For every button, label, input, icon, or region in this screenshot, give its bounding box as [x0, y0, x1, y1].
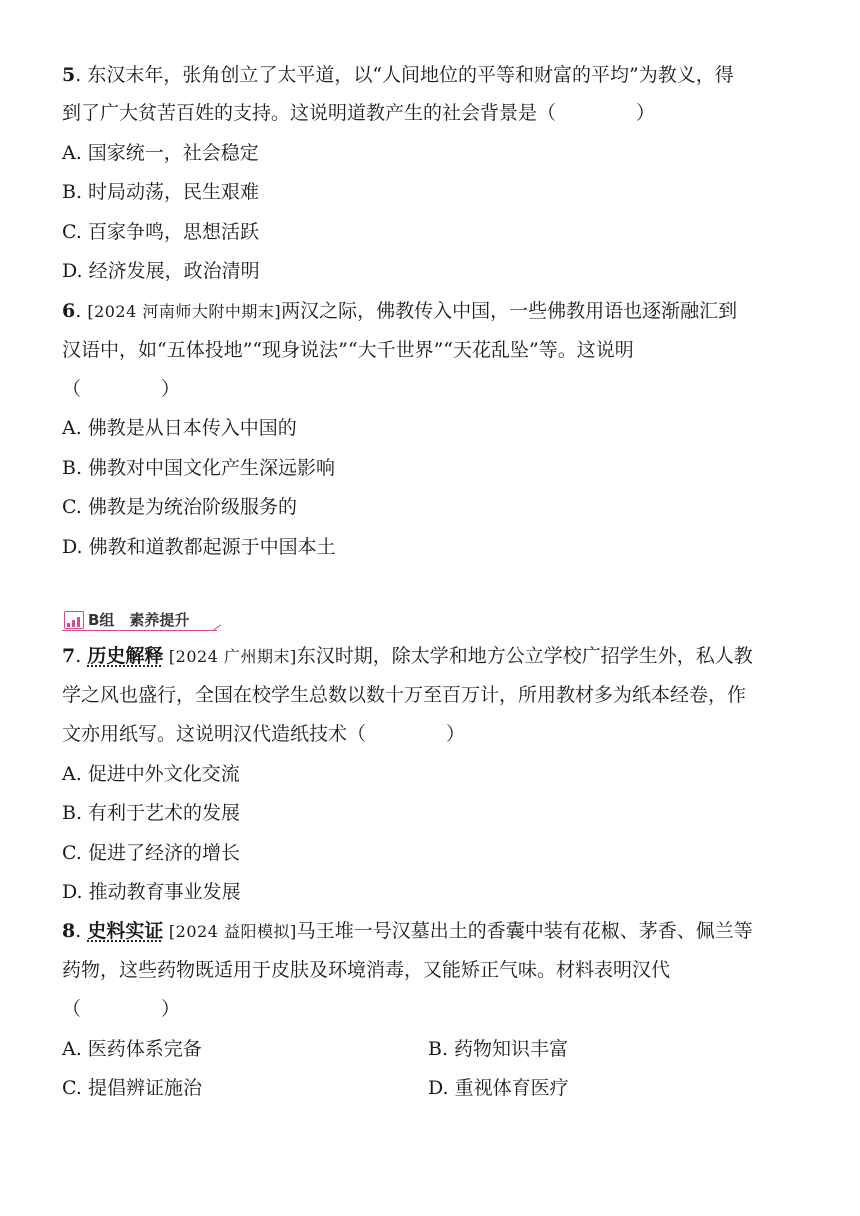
q6-open-bracket: （ [62, 378, 82, 400]
q7-stem-line-1 [62, 644, 802, 669]
q6-number: 6 [62, 300, 76, 322]
q8-options-row-1 [62, 1037, 802, 1061]
q6-option-d: D. 佛教和道教都起源于中国本土 [62, 536, 336, 558]
q5-option-a: A. 国家统一，社会稳定 [62, 142, 259, 164]
q5-stem-line-2 [62, 101, 802, 125]
q8-dot: . [75, 920, 88, 942]
q8-source: [2024 益阳模拟] [163, 922, 297, 941]
q8-option-c: C. 提倡辨证施治 [62, 1077, 202, 1099]
q8-option-a: A. 医药体系完备 [62, 1038, 202, 1060]
q7-close-bracket: ） [446, 723, 466, 745]
q5-option-b: B. 时局动荡，民生艰难 [62, 181, 260, 203]
q7-number: 7 [62, 645, 76, 667]
q7-option-d: D. 推动教育事业发展 [62, 881, 241, 903]
q5-option-d: D. 经济发展，政治清明 [62, 260, 260, 282]
q8-bracket-line [62, 997, 802, 1021]
q8-options-row-2 [62, 1076, 802, 1100]
q8-number: 8 [62, 920, 76, 942]
q8-option-d: D. 重视体育医疗 [428, 1077, 569, 1099]
q5-text-1: . 东汉末年，张角创立了太平道，以“人间地位的平等和财富的平均”为教义，得 [75, 64, 734, 86]
q7-option-c: C. 促进了经济的增长 [62, 842, 240, 864]
chart-icon [64, 611, 84, 629]
q8-close-bracket: ） [161, 998, 181, 1020]
q5-stem-line-1 [62, 63, 802, 87]
q6-stem-line-1 [62, 299, 802, 324]
q7-option-a: A. 促进中外文化交流 [62, 763, 240, 785]
q7-source: [2024 广州期末] [163, 647, 297, 666]
q8-tag: 史料实证 [87, 920, 164, 942]
q7-text-1: 东汉时期，除太学和地方公立学校广招学生外，私人教 [296, 645, 753, 667]
q8-stem-line-1 [62, 919, 802, 944]
q8-open-bracket: （ [62, 998, 82, 1020]
q6-option-c: C. 佛教是为统治阶级服务的 [62, 496, 297, 518]
q7-stem-line-2: 学之风也盛行，全国在校学生总数以数十万至百万计，所用教材多为纸本经卷，作 [62, 684, 747, 706]
q6-stem-line-2: 汉语中，如“五体投地”“现身说法”“大千世界”“天花乱坠”等。这说明 [62, 339, 634, 361]
q6-bracket-line [62, 377, 802, 401]
group-b-label: B组 素养提升 [88, 611, 190, 629]
q6-option-a: A. 佛教是从日本传入中国的 [62, 417, 297, 439]
q6-text-1: 两汉之际，佛教传入中国，一些佛教用语也逐渐融汇到 [281, 300, 738, 322]
banner-slant [212, 624, 221, 631]
q7-stem-line-3 [62, 722, 802, 746]
q8-stem-line-2: 药物，这些药物既适用于皮肤及环境消毒，又能矫正气味。材料表明汉代 [62, 959, 671, 981]
q5-text-2: 到了广大贫苦百姓的支持。这说明道教产生的社会背景是（ [62, 102, 557, 124]
q7-text-3: 文亦用纸写。这说明汉代造纸技术（ [62, 723, 367, 745]
q7-option-b: B. 有利于艺术的发展 [62, 802, 241, 824]
q6-option-b: B. 佛教对中国文化产生深远影响 [62, 457, 336, 479]
q5-number: 5 [62, 64, 76, 86]
q6-close-bracket: ） [161, 378, 181, 400]
q8-option-b: B. 药物知识丰富 [428, 1038, 569, 1060]
q7-dot: . [75, 645, 88, 667]
q6-dot: . [75, 300, 88, 322]
q8-text-1: 马王堆一号汉墓出土的香囊中装有花椒、茅香、佩兰等 [296, 920, 753, 942]
q7-tag: 历史解释 [87, 645, 164, 667]
group-b-banner [62, 608, 217, 631]
q5-option-c: C. 百家争鸣，思想活跃 [62, 221, 259, 243]
q5-close-bracket: ） [636, 102, 656, 124]
q6-source: [2024 河南师大附中期末] [87, 302, 282, 321]
